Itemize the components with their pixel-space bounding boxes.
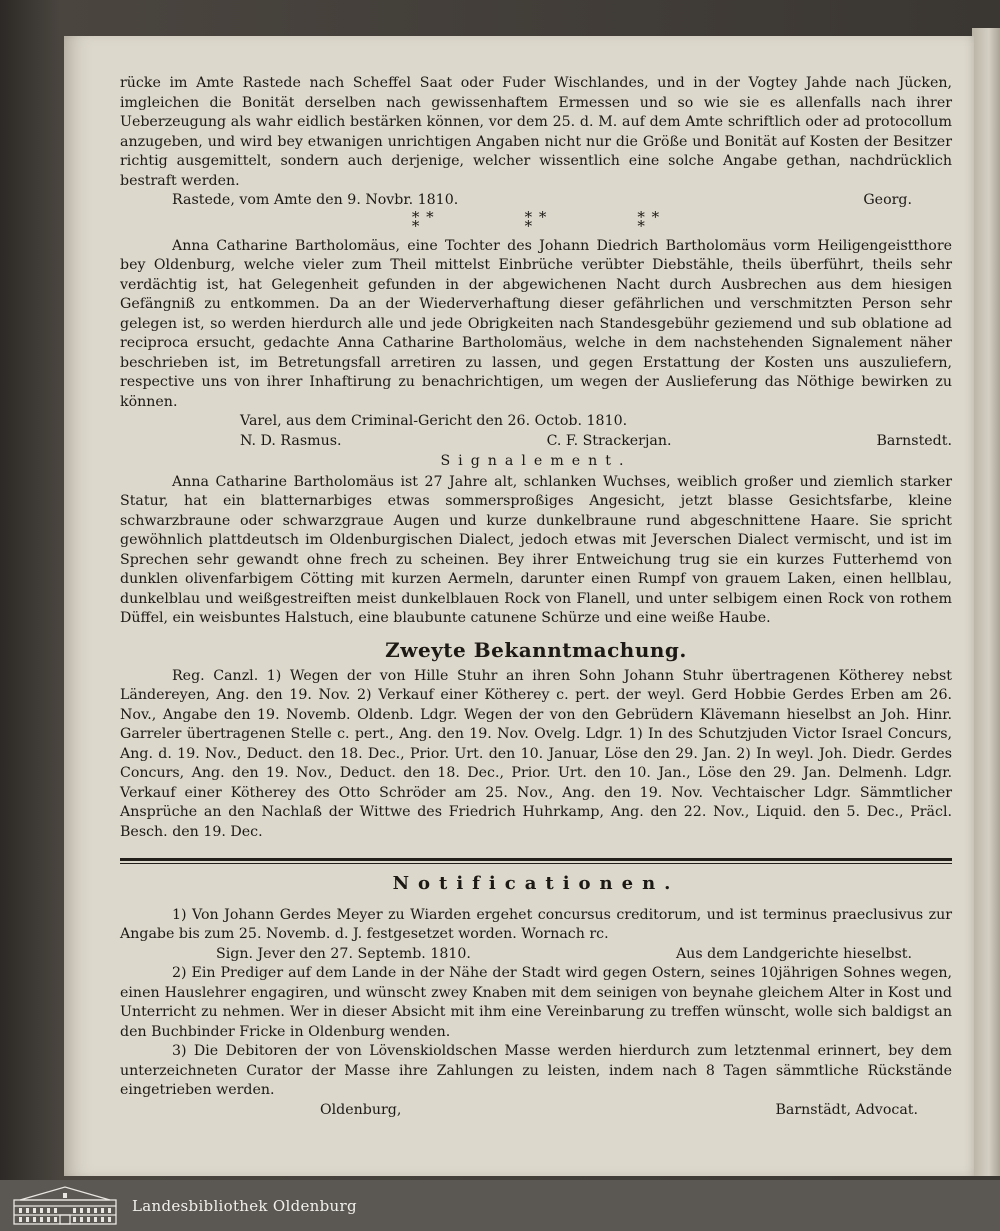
rastede-place-date: Rastede, vom Amte den 9. Novbr. 1810. [172,192,459,208]
notification-2: 2) Ein Prediger auf dem Lande in der Nähe der Stadt wird gegen Ostern, seines 10jährigen Sohnes wegen, einen Hauslehrer engagiren, und wünscht zwey Knaben mit dem seinigen von beynahe gleichem Alter in Kost und Unterricht zu nehmen. Wer in dieser Absicht mit ihm eine Vereinbarung zu treffen wünscht, wolle sich baldigst an den Buchbinder Fricke in Oldenburg wenden. [120,965,952,1040]
paragraph-bekanntmachung: Reg. Canzl. 1) Wegen der von Hille Stuhr an ihren Sohn Johann Stuhr übertragenen Kötherey nebst Ländereyen, Ang. den 19. Nov. 2) Verkauf einer Kötherey c. pert. der weyl. Gerd Hobbie Gerdes Erben am 26. Nov., Angabe den 19. Novemb. Oldenb. Ldgr. Wegen der von den Gebrüdern Klävemann hieselbst an Joh. Hinr. Garreler übertragenen Stelle c. pert., Ang. den 19. Nov. Ovelg. Ldgr. 1) In des Schutzjuden Victor Israel Concurs, Ang. d. 19. Nov., Deduct. den 18. Dec., Prior. Urt. den 10. Januar, Löse den 29. Jan. 2) In weyl. Joh. Diedr. Gerdes Concurs, Ang. den 19. Nov., Deduct. den 18. Dec., Prior. Urt. den 10. Jan., Löse den 29. Jan. Delmenh. Ldgr. Verkauf einer Kötherey des Otto Schröder am 25. Nov., Ang. den 19. Nov. Vechtaischer Ldgr. Sämmtlicher Ansprüche an den Nachlaß der Wittwe des Friedrich Huhrkamp, Ang. den 22. Nov., Liquid. den 5. Dec., Präcl. Besch. den 19. Dec. [120,667,952,840]
library-name: Landesbibliothek Oldenburg [132,1196,357,1215]
asterism: * * * [411,207,435,235]
signer-strackerjan: C. F. Strackerjan. [546,432,672,449]
varel-signers [120,432,952,452]
library-building-logo-icon [10,1184,120,1228]
notification-1: 1) Von Johann Gerdes Meyer zu Wiarden ergehet concursus creditorum, und ist terminus praeclusivus zur Angabe bis zum 25. Novemb. d. J. festgesetzet worden. Wornach rc. [120,906,952,942]
page-content [120,74,952,1120]
paragraph-signalement: Anna Catharine Bartholomäus ist 27 Jahre alt, schlanken Wuchses, weiblich großer und ziemlich starker Statur, hat ein blatternarbiges etwas sommersproßiges Angesicht, jetzt blasse Gesichtsfarbe, kleine schwarzbraune oder schwarzgraue Augen und kurze dunkelbraune rund abgeschnittene Haare. Sie spricht gewöhnlich plattdeutsch im Oldenburgischen Dialect, jedoch etwas mit Jeverschen Dialect vermischt, und ist im Sprechen sehr gewandt ohne frech zu scheinen. Bey ihrer Entweichung trug sie ein kurzes Futterhemd von dunklen olivenfarbigem Cötting mit kurzen Aermeln, darunter einen Rumpf von grauem Laken, einen hellblau, dunkelblau und weißgestreiften meist dunkelblauen Rock von Flanell, und unter selbigem einen Rock von rothem Düffel, ein weisbuntes Halstuch, eine blaubunte catunene Schürze und eine weiße Haube. [120,473,952,626]
signer-rasmus: N. D. Rasmus. [240,432,342,449]
section-title-zweyte-bekanntmachung: Zweyte Bekanntmachung. [385,637,687,662]
section-title-notificationen: Notificationen. [392,873,680,894]
adjacent-page-edge [972,28,1000,1176]
paragraph-wanted-notice: Anna Catharine Bartholomäus, eine Tochter des Johann Diedrich Bartholomäus vorm Heiligengeistthore bey Oldenburg, welche vieler zum Theil mittelst Einbrüche verübter Diebstähle, theils überführt, theils sehr verdächtig ist, hat Gelegenheit gefunden in der abgewichenen Nacht durch Ausbrechen aus dem hiesigen Gefängniß zu entkommen. Da an der Wiederverhaftung dieser gefährlichen und verschmitzten Person sehr gelegen ist, so werden hierdurch alle und jede Obrigkeiten nach Standesgebühr geziemend und sub oblatione ad reciproca ersucht, gedachte Anna Catharine Bartholomäus, welche in dem nachstehenden Signalement näher beschrieben ist, im Betretungsfall arretiren zu lassen, und gegen Erstattung der Kosten uns auszuliefern, respective uns von ihrer Inhaftirung zu benachrichtigen, um wegen der Auslieferung das Nöthige bewirken zu können. [120,237,952,410]
notification-1-sign-date: Sign. Jever den 27. Septemb. 1810. [216,945,471,962]
section-rule-thin [120,863,952,864]
varel-place-date: Varel, aus dem Criminal-Gericht den 26. Octob. 1810. [240,413,628,429]
notification-3-signer: Barnstädt, Advocat. [775,1101,918,1118]
signalement-heading: Signalement. [440,453,632,469]
signer-barnstedt: Barnstedt. [876,432,952,449]
asterism-divider [120,207,952,235]
notification-3: 3) Die Debitoren der von Lövenskioldschen Masse werden hierdurch zum letztenmal erinnert, bey dem unterzeichneten Curator der Masse ihre Zahlungen zu leisten, indem nach 8 Tagen sämmtliche Rückstände eingetrieben werden. [120,1043,952,1098]
section-rule-thick [120,858,952,861]
notification-3-signature [120,1101,952,1121]
document-page [64,36,974,1176]
notification-1-court: Aus dem Landgerichte hieselbst. [675,945,912,962]
rastede-signer: Georg. [863,192,912,208]
notification-1-signature [120,945,952,965]
asterism: * * * [637,207,661,235]
asterism: * * * [524,207,548,235]
library-footer-bar [0,1180,1000,1231]
notification-3-place: Oldenburg, [320,1101,402,1118]
paragraph-rastede-notice: rücke im Amte Rastede nach Scheffel Saat oder Fuder Wischlandes, und in der Vogtey Jahde nach Jücken, imgleichen die Bonität derselben nach gewissenhaftem Ermessen und so wie sie es allenfalls nach ihrer Ueberzeugung als wahr eidlich bestärken können, vor dem 25. d. M. auf dem Amte schriftlich oder ad protocollum anzugeben, und wird bey etwanigen unrichtigen Angaben nicht nur die Größe und Bonität auf Kosten der Besitzer richtig ausgemittelt, sondern auch derjenige, welcher wissentlich eine solche Angabe gethan, nachdrücklich bestraft werden. [120,75,952,189]
